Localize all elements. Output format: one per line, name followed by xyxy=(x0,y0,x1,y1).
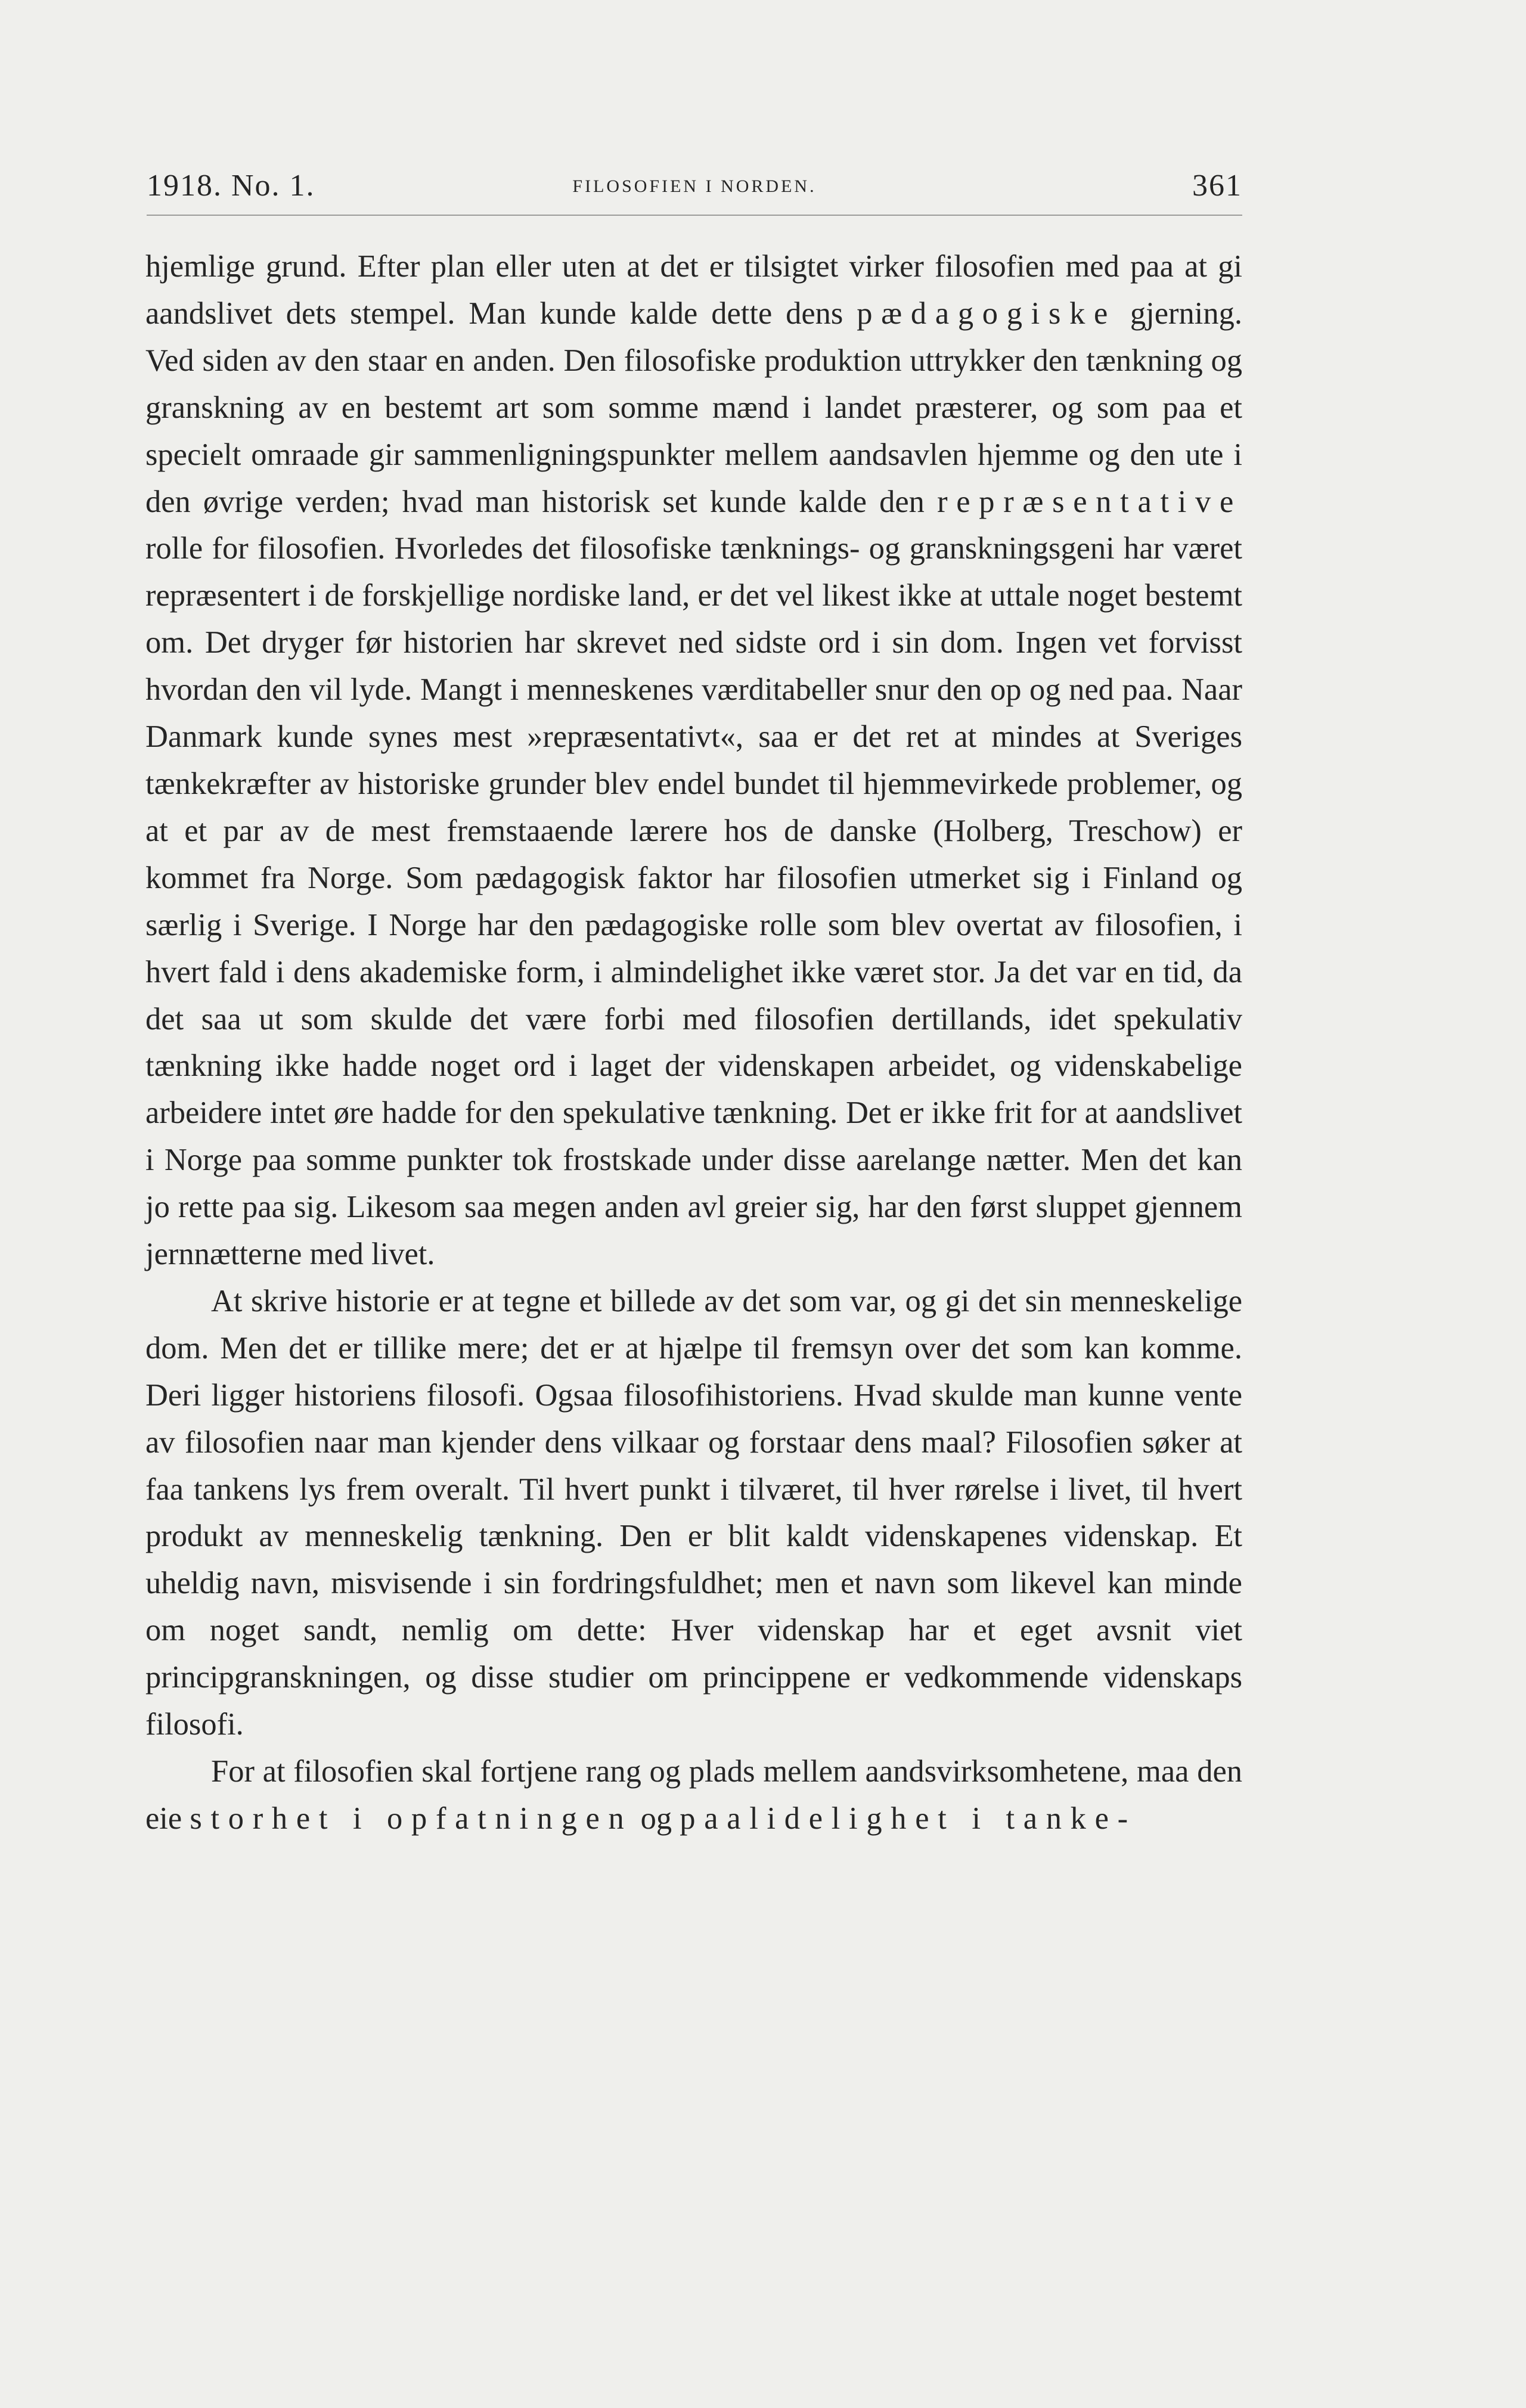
spaced-emphasis: storhet i opfatningen xyxy=(190,1801,633,1836)
spaced-emphasis: pædagogiske xyxy=(857,296,1117,331)
paragraph-1 xyxy=(145,243,1242,1278)
page-number: 361 xyxy=(1192,169,1242,203)
running-head xyxy=(147,162,1242,216)
text-segment: hjemlige grund. Efter plan eller uten at det er tilsigtet virker filosofien med paa at gi aandslivet dets stempel. Man kunde kalde dette dens xyxy=(145,249,1242,331)
text-segment: rolle for filosofien. Hvorledes det filosofiske tænknings- og granskningsgeni har været repræsentert i de forskjellige nordiske land, er det vel likest ikke at uttale noget bestemt om. Det dryger før historien har skrevet ned sidste ord i sin dom. Ingen vet forvisst hvordan den vil lyde. Mangt i menneskenes værditabeller snur den op og ned paa. Naar Danmark kunde synes mest »repræsentativt«, saa er det ret at mindes at Sveriges tænkekræfter av historiske grunder blev endel bundet til hjemmevirkede problemer, og at et par av de mest fremstaaende lærere hos de danske (Holberg, Treschow) er kommet fra Norge. Som pædagogisk faktor har filosofien utmerket sig i Finland og særlig i Sverige. I Norge har den pædagogiske rolle som blev overtat av filosofien, i hvert fald i dens akademiske form, i almindelighet ikke været stor. Ja det var en tid, da det saa ut som skulde det være forbi med filosofien dertillands, idet spekulativ tænkning ikke hadde noget ord i laget der videnskapen arbeidet, og videnskabelige arbeidere intet øre hadde for den spekulative tænkning. Det er ikke frit for at aandslivet i Norge paa somme punkter tok frostskade under disse aarelange nætter. Men det kan jo rette paa sig. Likesom saa megen anden avl greier sig, har den først sluppet gjennem jernnætterne med livet. xyxy=(145,531,1242,1272)
paragraph-2 xyxy=(145,1278,1242,1748)
spaced-emphasis: repræsentative xyxy=(937,484,1242,519)
header-title: FILOSOFIEN I NORDEN. xyxy=(572,176,817,196)
header-rule xyxy=(147,215,1242,216)
body-text xyxy=(145,243,1242,1842)
paragraph-3 xyxy=(145,1748,1242,1842)
header-volume-number: 1918. No. 1. xyxy=(147,169,315,203)
spaced-emphasis: paalidelighet i tanke- xyxy=(680,1801,1137,1836)
text-segment: gjerning. Ved siden av den staar en anden. Den filosofiske produktion uttrykker den tænkning og granskning av en bestemt art som somme mænd i landet præsterer, og som paa et specielt omraade gir sammenligningspunkter mellem aandsavlen hjemme og den ute i den øvrige verden; hvad man historisk set kunde kalde den xyxy=(145,296,1242,519)
text-segment: For at filosofien skal fortjene rang og plads mellem aandsvirksomhetene, maa den eie xyxy=(145,1754,1242,1836)
text-segment: og xyxy=(632,1801,680,1836)
text-segment: At skrive historie er at tegne et billede av det som var, og gi det sin menneskelige dom. Men det er tillike mere; det er at hjælpe til fremsyn over det som kan komme. Deri ligger historiens filosofi. Ogsaa filosofihistoriens. Hvad skulde man kunne vente av filosofien naar man kjender dens vilkaar og forstaar dens maal? Filosofien søker at faa tankens lys frem overalt. Til hvert punkt i tilværet, til hver rørelse i livet, til hvert produkt av menneskelig tænkning. Den er blit kaldt videnskapenes videnskap. Et uheldig navn, misvisende i sin fordringsfuldhet; men et navn som likevel kan minde om noget sandt, nemlig om dette: Hver videnskap har et eget avsnit viet principgranskningen, og disse studier om princippene er vedkommende videnskaps filosofi. xyxy=(145,1283,1242,1742)
